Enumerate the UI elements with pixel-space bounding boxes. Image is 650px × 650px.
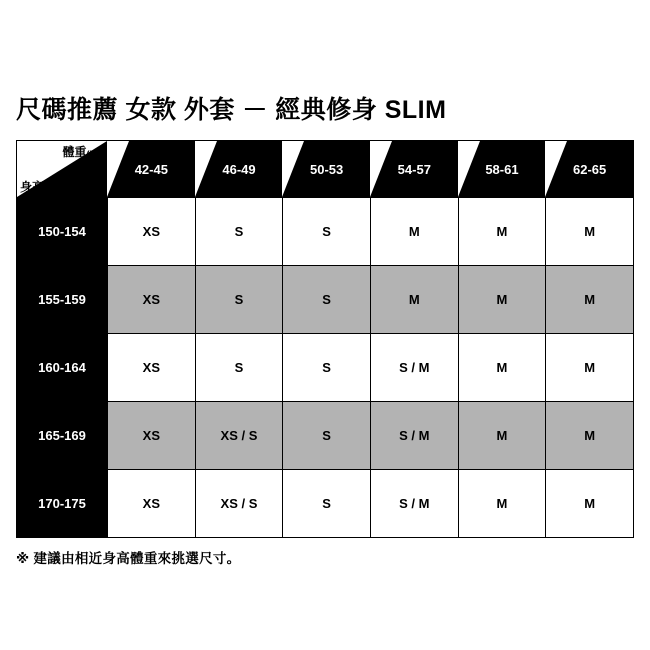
weight-column-label: 46-49	[222, 161, 256, 177]
size-cell: S / M	[370, 402, 458, 470]
size-cell: M	[458, 470, 546, 538]
size-cell: S	[283, 198, 371, 266]
size-cell: S	[283, 334, 371, 402]
corner-weight-unit: (kg)	[86, 149, 103, 159]
weight-column-header	[283, 141, 371, 198]
table-row	[17, 266, 634, 334]
weight-column-label: 58-61	[485, 161, 519, 177]
size-cell: M	[546, 266, 634, 334]
weight-column-header	[370, 141, 458, 198]
size-cell: S	[195, 198, 283, 266]
table-corner-cell	[17, 141, 108, 198]
height-range-cell: 150-154	[17, 198, 108, 266]
size-cell: M	[458, 402, 546, 470]
table-row	[17, 334, 634, 402]
height-range-cell: 165-169	[17, 402, 108, 470]
height-range-cell: 170-175	[17, 470, 108, 538]
size-cell: M	[458, 198, 546, 266]
weight-column-label: 62-65	[573, 161, 607, 177]
size-cell: M	[458, 266, 546, 334]
weight-column-header	[195, 141, 283, 198]
size-cell: S / M	[370, 334, 458, 402]
size-cell: M	[546, 334, 634, 402]
size-table-container	[16, 140, 634, 538]
table-header	[17, 141, 634, 198]
table-row	[17, 470, 634, 538]
corner-height-unit: (cm)	[44, 184, 64, 194]
size-cell: XS	[108, 470, 196, 538]
height-range-cell: 155-159	[17, 266, 108, 334]
size-cell: S	[283, 402, 371, 470]
size-cell: S	[195, 334, 283, 402]
table-row	[17, 198, 634, 266]
table-row	[17, 402, 634, 470]
size-cell: M	[458, 334, 546, 402]
size-cell: M	[546, 198, 634, 266]
size-cell: M	[370, 266, 458, 334]
size-cell: S	[283, 470, 371, 538]
weight-column-header	[458, 141, 546, 198]
weight-column-label: 50-53	[310, 161, 344, 177]
size-cell: M	[546, 470, 634, 538]
size-cell: XS	[108, 266, 196, 334]
corner-weight-label: 體重(kg)	[62, 145, 103, 159]
table-body	[17, 198, 634, 538]
weight-column-header	[546, 141, 634, 198]
size-cell: M	[370, 198, 458, 266]
corner-height-label: 身高(cm)	[20, 180, 64, 194]
weight-column-label: 42-45	[134, 161, 168, 177]
size-cell: XS	[108, 334, 196, 402]
size-cell: XS	[108, 402, 196, 470]
size-cell: S / M	[370, 470, 458, 538]
size-cell: S	[195, 266, 283, 334]
size-cell: M	[546, 402, 634, 470]
weight-column-label: 54-57	[397, 161, 431, 177]
size-cell: XS	[108, 198, 196, 266]
table-header-row	[17, 141, 634, 198]
height-range-cell: 160-164	[17, 334, 108, 402]
weight-column-header	[108, 141, 196, 198]
size-cell: XS / S	[195, 402, 283, 470]
footnote-text: ※ 建議由相近身高體重來挑選尺寸。	[16, 551, 241, 566]
size-recommendation-table	[16, 140, 634, 538]
size-cell: S	[283, 266, 371, 334]
page-title: 尺碼推薦 女款 外套 － 經典修身 SLIM	[16, 96, 447, 124]
size-cell: XS / S	[195, 470, 283, 538]
